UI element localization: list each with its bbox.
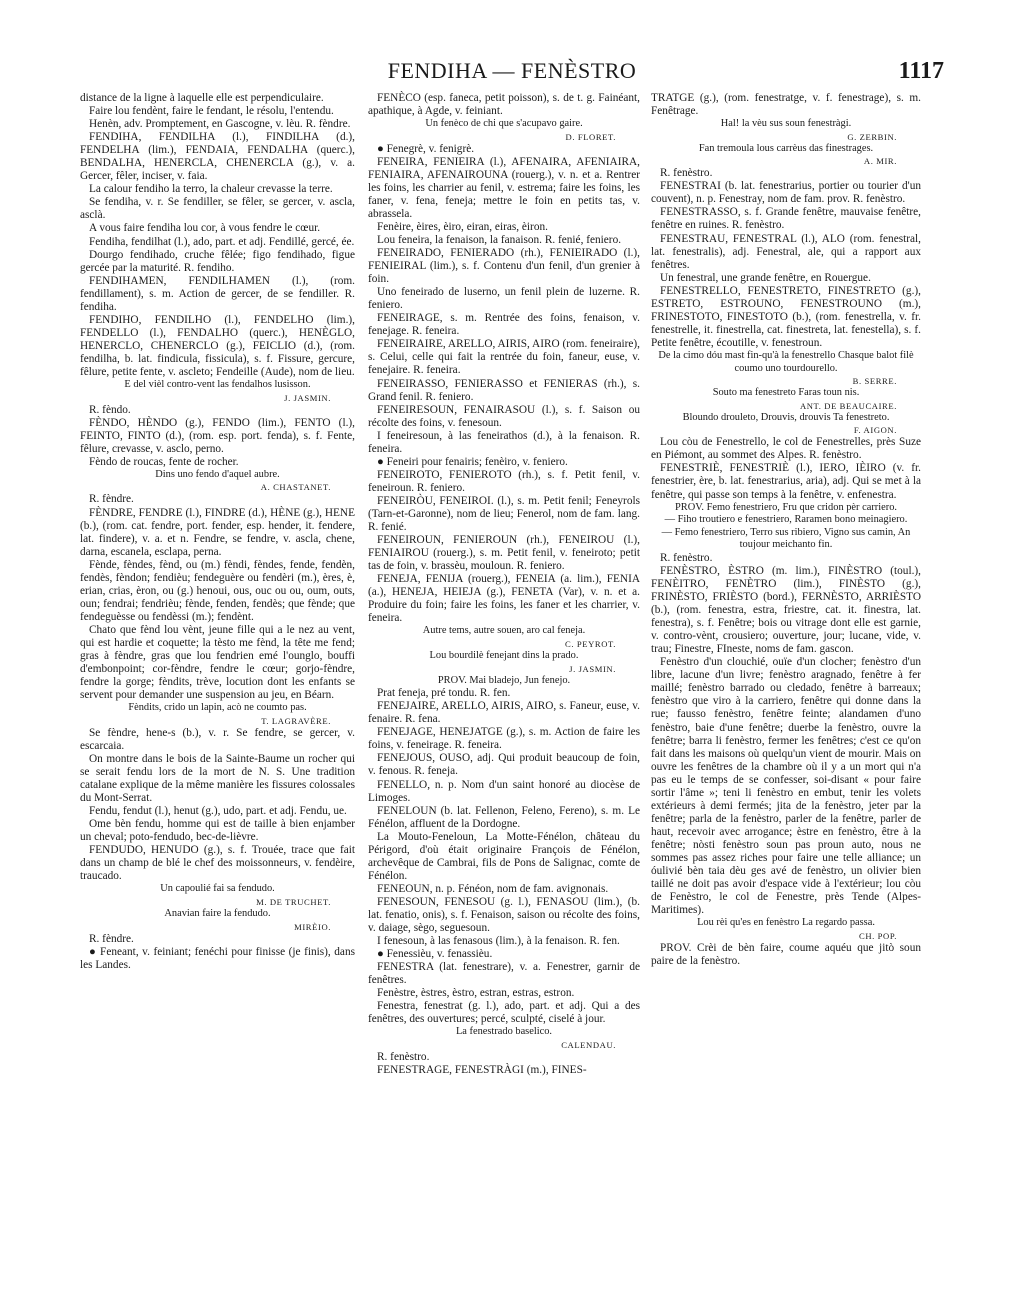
page-header <box>80 58 944 88</box>
dictionary-entry: FENESTRAI (b. lat. fenestrarius, portier ou tourier d'un couvent), n. p. Fenestray, nom de fam. prov. R. fenèstro. <box>651 180 921 206</box>
dictionary-entry: FENÈCO (esp. faneca, petit poisson), s. de t. g. Fainéant, apathique, à Agde, v. feiniant. <box>368 92 640 118</box>
dictionary-entry: Fenèstro d'un clouchié, ouïe d'un clocher; fenèstro d'un libre, lacune d'un livre; fenèstro aragnado, fenêtre à fer maillé; fenèstro barrado ou cledado, fenêtre à barreaux; fenèstro que viro à la carriero, fenêtre qui donne dans la rue; fausso fenèstro, fenêtre feinte; alandamen d'uno fenèstro, baie d'une fenêtre; duerbe la fenèstro, ouvre la fenêtre; barra li fenèstro, fermer les fenêtres; c'est ce qu'on fait dans les maisons où quelqu'un vient de mourir. Mais on ouvre les fenêtres de la chambre où il y a un mort qui n'a pas eu le temps de se confesser, soi-disant « pour faire sortir l'âme »; teni li fenèstro en embut, tenir les volets extérieurs à demi fermés; jita de la fenèstro, jeter par la fenêtre; parla de la fenèstro, parler de la fenêtre, parler de haut, recevoir avec arrogance; èstre en fenèstro, être à la fenêtre; nòsti fenèstro soun pas proun auto, nous ne sommes pas assez riches pour faire une telle alliance; un óulivié bèn taia dèu ges avé de fenèstro, un olivier bien taillé ne doit pas avoir d'espace vide à l'extérieur; lou còu de Fenèstro, le col de Fenestre, près Tende (Alpes-Maritimes). <box>651 656 921 917</box>
dictionary-entry: FENESOUN, FENESOU (g. l.), FENASOU (lim.), (b. lat. fenatio, onis), s. f. Fenaison, saison ou récolte des foins, v. daiage, sègo, seguesoun. <box>368 895 640 935</box>
dictionary-entry: FENELLO, n. p. Nom d'un saint honoré au diocèse de Limoges. <box>368 778 640 804</box>
citation-source: T. LAGRAVÈRE. <box>261 715 331 726</box>
citation-source: J. JASMIN. <box>569 663 616 674</box>
quotation: La fenestrado baselico. <box>455 1026 553 1038</box>
dictionary-entry: ● Fenessièu, v. fenassièu. <box>377 948 493 961</box>
column-3 <box>651 92 921 968</box>
dictionary-entry: FENDIHA, FENDILHA (l.), FINDILHA (d.), FENDELHA (lim.), FENDAIA, FENDALHA (querc.), BENDALHA, HENERCLA, CHENERCLA (g.), v. a. Gercer, fêler, inciser, v. faia. <box>80 131 355 183</box>
dictionary-entry: FÈNDO, HÈNDO (g.), FENDO (lim.), FENTO (l.), FEINTO, FINTO (d.), (rom. esp. port. fenda), s. f. Fente, fêlure, crevasse, v. asclo, perno. <box>80 416 355 455</box>
quotation: — Fiho troutiero e fenestriero, Raramen bono meinagiero. <box>664 514 908 526</box>
dictionary-entry: R. fenèstro. <box>660 167 713 180</box>
citation-source: A. MIR. <box>863 156 897 167</box>
dictionary-entry: FENESTRIÈ, FENESTRIÈ (l.), IERO, IÈIRO (v. fr. fenestrier, ère, b. lat. fenestrarius, aria), adj. Qui se met à la fenêtre, qui passe son temps à la fenêtre, v. enfenestra. <box>651 462 921 501</box>
dictionary-entry: FENEJOUS, OUSO, adj. Qui produit beaucoup de foin, v. fenous. R. feneja. <box>368 752 640 778</box>
running-title: FENDIHA — FENÈSTRO <box>387 58 637 83</box>
dictionary-entry: La Mouto-Feneloun, La Motte-Fénélon, château du Périgord, d'où était originaire François de Fénélon, archevêque de Cambrai, fils de Pons de Salignac, comte de Fénélon. <box>368 830 640 882</box>
citation-source: C. PEYROT. <box>565 639 616 650</box>
quotation: Anavian faire la fendudo. <box>164 907 271 919</box>
dictionary-entry: Fenèstre, èstres, èstro, estran, estras, estron. <box>377 987 575 1000</box>
dictionary-entry: Henèn, adv. Promptement, en Gascogne, v. lèu. R. fèndre. <box>89 118 351 131</box>
dictionary-entry: A vous faire fendiha lou cor, à vous fendre le cœur. <box>89 222 321 235</box>
dictionary-entry: La calour fendiho la terro, la chaleur crevasse la terre. <box>89 183 333 196</box>
quotation: Lou bourdilè fenejant dins la prado. <box>429 650 579 662</box>
dictionary-entry: Fenèire, èires, èiro, eiran, eiras, èiron. <box>377 220 548 233</box>
dictionary-entry: Un fenestral, une grande fenêtre, en Rouergue. <box>660 271 871 284</box>
dictionary-entry: R. fèndre. <box>89 932 134 945</box>
quotation: Autre tems, autre souen, aro cal feneja. <box>422 625 586 637</box>
dictionary-entry: FENESTRELLO, FENESTRETO, FINESTRETO (g.), ESTRETO, ESTROUNO, FENESTROUNO (m.), FRINESTOTO, FINESTOTO (b.), (rom. fenestrella, v. fr. fenestrelle, it. finestrella, cat. finestreta, lat. fenestella), s. f. Petite fenêtre, écoutille, v. fenestroun. <box>651 284 921 349</box>
dictionary-entry: FENDUDO, HENUDO (g.), s. f. Trouée, trace que fait dans un champ de blé le chef des moissonneurs, v. fendèire, traucado. <box>80 844 355 883</box>
dictionary-entry: PROV. Crèi de bèn faire, coume aquéu que jitò soun paire de la fenèstro. <box>651 941 921 967</box>
column-1 <box>80 92 355 972</box>
dictionary-entry: ● Feneiri pour fenairis; fenèiro, v. feniero. <box>377 455 568 468</box>
quotation: Lou rèi qu'es en fenèstro La regardo passa. <box>697 917 875 929</box>
dictionary-entry: Prat feneja, pré tondu. R. fen. <box>377 687 511 700</box>
dictionary-entry: FENEIROUN, FENIEROUN (rh.), FENEIROU (l.), FENIAIROU (rouerg.), s. m. Petit fenil, v. feneiroto; petit tas de foin, v. brassèu, mouloun. R. feniero. <box>368 534 640 573</box>
dictionary-entry: FENEOUN, n. p. Fénéon, nom de fam. avignonais. <box>377 882 609 895</box>
dictionary-entry: On montre dans le bois de la Sainte-Baume un rocher qui se serait fendu lors de la mort de N. S. Une tradition catalane explique de la même manière les fissures colossales du Mont-Serrat. <box>80 752 355 805</box>
quotation: Bloundo drouleto, Drouvis, drouvis Ta fenestreto. <box>682 411 890 423</box>
dictionary-entry: Uno feneirado de luserno, un fenil plein de luzerne. R. feniero. <box>368 286 640 312</box>
dictionary-entry: FENEIRÒU, FENEIROI. (l.), s. m. Petit fenil; Feneyrols (Tarn-et-Garonne), nom de lieu; Fenerol, nom de fam. lang. R. fenié. <box>368 494 640 534</box>
dictionary-entry: R. fèndo. <box>89 403 131 416</box>
citation-source: A. CHASTANET. <box>260 482 331 493</box>
dictionary-entry: distance de la ligne à laquelle elle est perpendiculaire. <box>80 92 324 104</box>
dictionary-entry: Fendu, fendut (l.), henut (g.), udo, part. et adj. Fendu, ue. <box>89 805 347 818</box>
dictionary-entry: R. fenèstro. <box>377 1051 430 1064</box>
citation-source: CH. POP. <box>859 930 897 941</box>
citation-source: MIRÈIO. <box>294 921 331 932</box>
dictionary-entry: FENEJAIRE, ARELLO, AIRIS, AIRO, s. Faneur, euse, v. fenaire. R. fena. <box>368 700 640 726</box>
dictionary-entry: ● Feneant, v. feiniant; fenéchi pour finisse (je finis), dans les Landes. <box>80 945 355 971</box>
quotation: Fèndits, crido un lapin, acò ne coumto pas. <box>128 702 307 714</box>
dictionary-entry: TRATGE (g.), (rom. fenestratge, v. f. fenestrage), s. m. Fenêtrage. <box>651 92 921 118</box>
citation-source: F. AIGON. <box>853 425 897 436</box>
dictionary-entry: Faire lou fendènt, faire le fendant, le résolu, l'entendu. <box>89 105 334 118</box>
dictionary-entry: FÈNDRE, FENDRE (l.), FINDRE (d.), HÈNE (g.), HENE (b.), (rom. cat. fendre, port. fender, esp. hender, it. fendere, lat. findere), v. a. et n. Fendre, se fendre, v. ascla, chene, darna, escanela, esclapa, perna. <box>80 506 355 558</box>
quotation: E del vièl contro-vent las fendalhos lusisson. <box>124 379 311 391</box>
citation-source: G. ZERBIN. <box>847 131 897 142</box>
dictionary-entry: FENEIRADO, FENIERADO (rh.), FENIEIRADO (l.), FENIEIRAL (lim.), s. f. Contenu d'un fenil, d'un grenier à foin. <box>368 247 640 286</box>
quotation: Fan tremoula lous carrèus das finestrages. <box>698 142 874 154</box>
quotation: De la cimo dóu mast fin-qu'à la fenestrello Chasque balot filè coumo uno tourdourello. <box>658 349 914 374</box>
citation-source: J. JASMIN. <box>284 392 331 403</box>
dictionary-entry: FENEJAGE, HENEJATGE (g.), s. m. Action de faire les foins, v. feneirage. R. feneira. <box>368 726 640 752</box>
dictionary-entry: Lou còu de Fenestrello, le col de Fenestrelles, près Suze en Piémont, au sommet des Alpes. R. fenèstro. <box>651 436 921 462</box>
dictionary-entry: FENELOUN (b. lat. Fellenon, Feleno, Fereno), s. m. Le Fénélon, affluent de la Dordogne. <box>368 804 640 830</box>
citation-source: D. FLORET. <box>565 131 616 142</box>
dictionary-entry: I fenesoun, à las fenasous (lim.), à la fenaison. R. fen. <box>377 935 620 948</box>
dictionary-entry: Dourgo fendihado, cruche fêlée; figo fendihado, figue gercée par la maturité. R. fendiho. <box>80 248 355 274</box>
dictionary-entry: ● Fenegrè, v. fenigrè. <box>377 142 475 155</box>
quotation: Hal! la vèu sus soun fenestràgi. <box>720 118 852 130</box>
quotation: Souto ma fenestreto Faras toun nis. <box>712 387 860 399</box>
citation-source: B. SERRE. <box>852 376 897 387</box>
dictionary-entry: FENEJA, FENIJA (rouerg.), FENEIA (a. lim.), FENIA (a.), HENEJA, HEIEJA (g.), FENETA (Var), v. n. et a. Produire du foin; faire les foins, les faner et les charrier, v. feneira. <box>368 573 640 625</box>
quotation: PROV. Mai bladejo, Jun fenejo. <box>437 674 571 686</box>
dictionary-entry: Ome bèn fendu, homme qui est de taille à bien enjamber un cheval; poto-fendudo, bec-de-lièvre. <box>80 818 355 844</box>
dictionary-entry: FENEIRESOUN, FENAIRASOU (l.), s. f. Saison ou récolte des foins, v. fenesoun. <box>368 403 640 429</box>
quotation: — Femo fenestriero, Terro sus ribiero, Vigno sus camin, An toujour meichanto fin. <box>661 526 911 551</box>
dictionary-entry: FENESTRA (lat. fenestrare), v. a. Fenestrer, garnir de fenêtres. <box>368 961 640 987</box>
dictionary-entry: I feneiresoun, à las feneirathos (d.), à la fenaison. R. feneira. <box>368 429 640 455</box>
quotation: Un fenèco de chi que s'acupavo gaire. <box>425 118 583 130</box>
citation-source: ANT. DE BEAUCAIRE. <box>799 400 897 411</box>
dictionary-entry: Fenestra, fenestrat (g. l.), ado, part. et adj. Qui a des fenêtres, des ouvertures; percé, sculpté, ciselé à jour. <box>368 1000 640 1026</box>
dictionary-entry: FENÈSTRO, ÈSTRO (m. lim.), FINÈSTRO (toul.), FENÈITRO, FENÈTRO (lim.), FINÈSTO (g.), FRINÈSTO, FRIÈSTO (bord.), FERNÈSTO, ARRIÈSTO (b.), (rom. fenestra, estra, friestre, cat. it. finestra, lat. fenestra), s. f. Fenêtre; bois ou vitrage dont elle est garnie, v. contro-vènt, crousiero; ouverture, jour; lucane, vide, v. trau; Finestre, FIneste, noms de fam. gascon. <box>651 564 921 656</box>
dictionary-entry: FENESTRASSO, s. f. Grande fenêtre, mauvaise fenêtre, fenêtre en ruines. R. fenèstro. <box>651 206 921 232</box>
dictionary-entry: R. fèndre. <box>89 493 134 506</box>
dictionary-entry: FENEIRA, FENIEIRA (l.), AFENAIRA, AFENIAIRA, FENIAIRA, AFENAIROUNA (rouerg.), v. n. et a. Rentrer les foins, les charrier au fenil, v. estrema; faire les foins, les faner, v. fena, feneja; mettre le foin en petits tas, v. abrassela. <box>368 155 640 220</box>
page-number: 1117 <box>898 58 944 84</box>
column-2 <box>368 92 640 1077</box>
dictionary-entry: Lou feneira, la fenaison, la fanaison. R. fenié, feniero. <box>377 234 622 247</box>
dictionary-entry: FENESTRAU, FENESTRAL (l.), ALO (rom. fenestral, lat. fenestralis), adj. Fenestral, ale, qui a rapport aux fenêtres. <box>651 232 921 271</box>
dictionary-entry: FENDIHAMEN, FENDILHAMEN (l.), (rom. fendillament), s. m. Action de gercer, de se fendiller. R. fendiha. <box>80 274 355 313</box>
citation-source: M. DE TRUCHET. <box>256 896 331 907</box>
dictionary-entry: FENEIRASSO, FENIERASSO et FENIERAS (rh.), s. Grand fenil. R. feniero. <box>368 377 640 403</box>
dictionary-entry: FENESTRAGE, FENESTRÀGI (m.), FINES- <box>377 1064 587 1077</box>
quotation: PROV. Femo fenestriero, Fru que cridon pèr carriero. <box>675 501 897 513</box>
dictionary-entry: Fèndo de roucas, fente de rocher. <box>89 455 239 468</box>
dictionary-entry: FENDIHO, FENDILHO (l.), FENDELHO (lim.), FENDELLO (l.), FENDALHO (querc.), HENÈGLO, HENERCLO, CHENERCLO (g.), FEICLIO (d.), (rom. fendilha, b. lat. findicula, fissicula), s. f. Fissure, gercure, fêlure, petite fente, v. ascleto; Fendeille (Aude), nom de lieu. <box>80 313 355 378</box>
dictionary-entry: Chato que fènd lou vènt, jeune fille qui a le nez au vent, qui est hardie et coquette; la tèsto me fènd, la tête me fend; gras à fèndre, gras que lou fendrien emé l'ounglo, bouffi d'embonpoint; cor-fèndre, fendre le cœur; gorjo-fèndre, fendre la gorge; fèndits, trève, locution dont les enfants se servent pour demander une suspension au jeu, en Béarn. <box>80 623 355 702</box>
dictionary-entry: FENEIROTO, FENIEROTO (rh.), s. f. Petit fenil, v. feneiroun. R. feniero. <box>368 468 640 494</box>
dictionary-entry: Se fendiha, v. r. Se fendiller, se fêler, se gercer, v. ascla, asclà. <box>80 196 355 222</box>
quotation: Dins uno fendo d'aquel aubre. <box>155 468 280 480</box>
dictionary-entry: R. fenèstro. <box>660 551 713 564</box>
dictionary-entry: Fendiha, fendilhat (l.), ado, part. et adj. Fendillé, gercé, ée. <box>89 235 355 248</box>
dictionary-entry: Fènde, fèndes, fènd, ou (m.) fèndi, fèndes, fende, fendèn, fendès, fèndon; fendièu; fendeguère ou fendèri (m.), ères, è, erian, crias, èron, ou (g.) henoui, ous, ouc ou ou, oum, outs, oun; fendrai; fendrièu; fènde, fenden, fendès; que fènde; que fendeguèsse ou fendèssi (m.); fendènt. <box>80 558 355 623</box>
quotation: Un capoulié fai sa fendudo. <box>160 883 275 895</box>
citation-source: CALENDAU. <box>561 1040 616 1051</box>
dictionary-entry: FENEIRAGE, s. m. Rentrée des foins, fenaison, v. fenejage. R. feneira. <box>368 312 640 338</box>
dictionary-entry: Se fèndre, hene-s (b.), v. r. Se fendre, se gercer, v. escarcaia. <box>80 726 355 752</box>
dictionary-entry: FENEIRAIRE, ARELLO, AIRIS, AIRO (rom. feneiraire), s. Celui, celle qui fait la rentrée du foin, faneur, euse, v. fenejaire. R. feneira. <box>368 338 640 377</box>
